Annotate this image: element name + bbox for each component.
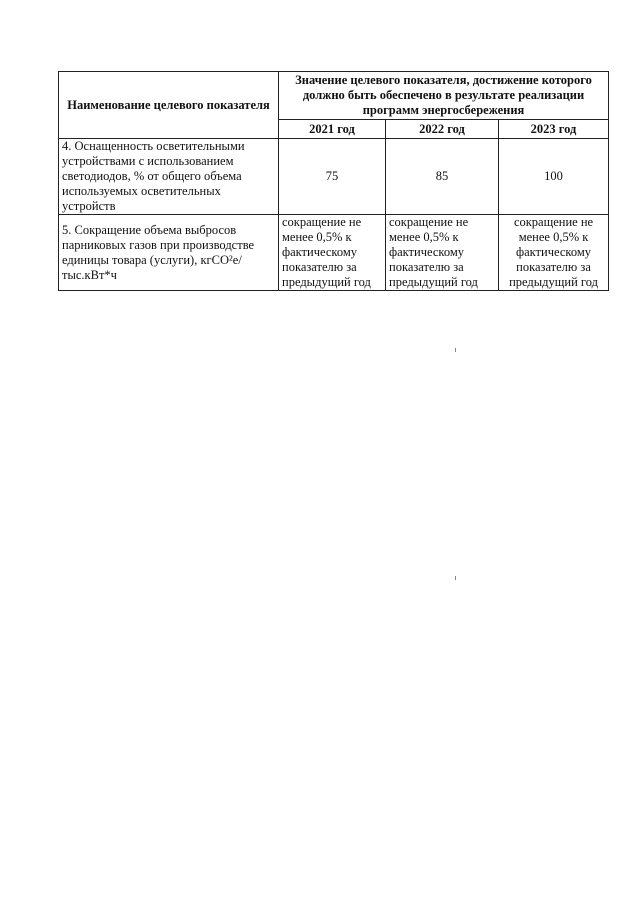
table-header-row xyxy=(59,72,609,120)
row-value-2022: 85 xyxy=(386,139,499,215)
scan-mark xyxy=(455,576,456,580)
header-year-2021: 2021 год xyxy=(279,120,386,139)
header-indicator-name: Наименование целевого показателя xyxy=(59,72,279,139)
header-year-2023: 2023 год xyxy=(499,120,609,139)
table-row xyxy=(59,139,609,215)
header-indicator-value: Значение целевого показателя, достижение которого должно быть обеспечено в результате реализации программ энергосбережения xyxy=(279,72,609,120)
row-indicator-name: 5. Сокращение объема выбросов парниковых газов при производстве единицы товара (услуги), кгСО²е/тыс.кВт*ч xyxy=(59,215,279,291)
row-value-2023: сокращение не менее 0,5% к фактическому показателю за предыдущий год xyxy=(499,215,609,291)
row-value-2023: 100 xyxy=(499,139,609,215)
scan-mark xyxy=(455,348,456,352)
row-indicator-name: 4. Оснащенность осветительными устройствами с использованием светодиодов, % от общего объема используемых осветительных устройств xyxy=(59,139,279,215)
table-row xyxy=(59,215,609,291)
row-value-2021: сокращение не менее 0,5% к фактическому показателю за предыдущий год xyxy=(279,215,386,291)
header-year-2022: 2022 год xyxy=(386,120,499,139)
row-value-2022: сокращение не менее 0,5% к фактическому показателю за предыдущий год xyxy=(386,215,499,291)
row-value-2021: 75 xyxy=(279,139,386,215)
indicators-table xyxy=(58,71,609,291)
